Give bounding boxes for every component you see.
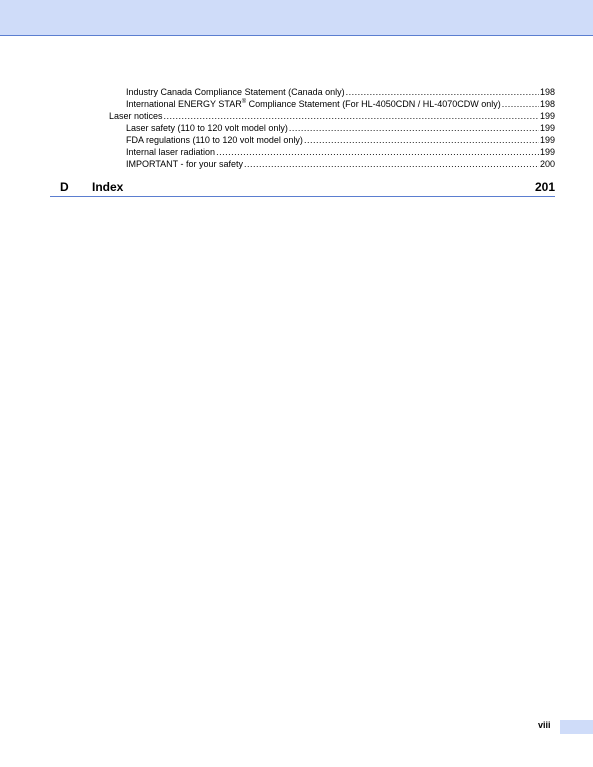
toc-leader-dots xyxy=(289,122,539,134)
toc-entry-label: FDA regulations (110 to 120 volt model only) xyxy=(126,135,303,145)
chapter-letter: D xyxy=(60,180,69,194)
toc-entry-energy-star[interactable] xyxy=(126,98,555,110)
registered-mark: ® xyxy=(241,99,247,105)
toc-leader-dots xyxy=(502,98,539,110)
footer-tab xyxy=(560,720,593,734)
toc-entry-internal-laser-radiation[interactable] xyxy=(126,146,555,158)
toc-entry-label-part: Compliance Statement (For HL-4050CDN / HL-4070CDW only) xyxy=(246,99,501,109)
toc-entry-fda-regulations[interactable] xyxy=(126,134,555,146)
toc-entry-page: 199 xyxy=(539,135,555,145)
toc-entry-page: 198 xyxy=(539,87,555,97)
toc-entry-laser-safety[interactable] xyxy=(126,122,555,134)
toc-leader-dots xyxy=(346,86,539,98)
chapter-title: Index xyxy=(92,180,124,194)
toc-entry-page: 200 xyxy=(539,159,555,169)
toc-leader-dots xyxy=(304,134,539,146)
toc-entry-page: 199 xyxy=(539,111,555,121)
toc-chapter-index[interactable] xyxy=(50,180,555,197)
toc-entry-label: Industry Canada Compliance Statement (Canada only) xyxy=(126,87,345,97)
toc-entry-label: IMPORTANT - for your safety xyxy=(126,159,244,169)
toc-entry-laser-notices[interactable] xyxy=(109,110,555,122)
toc-entry-label: Laser safety (110 to 120 volt model only) xyxy=(126,123,288,133)
header-band xyxy=(0,0,593,36)
toc-entry-page: 199 xyxy=(539,123,555,133)
toc-leader-dots xyxy=(216,146,539,158)
toc-entry-page: 198 xyxy=(539,99,555,109)
toc-entry-label: Internal laser radiation xyxy=(126,147,216,157)
toc-entry-label-part: International ENERGY STAR xyxy=(126,99,242,109)
toc-entry-important-safety[interactable] xyxy=(126,158,555,170)
toc-leader-dots xyxy=(164,110,539,122)
toc-leader-dots xyxy=(244,158,539,170)
footer-page-number: viii xyxy=(538,720,551,730)
toc-entry-label: Laser notices xyxy=(109,111,163,121)
toc-entry-industry-canada[interactable] xyxy=(126,86,555,98)
toc-entry-page: 199 xyxy=(539,147,555,157)
chapter-page: 201 xyxy=(534,180,555,194)
toc-entry-label xyxy=(126,98,501,110)
